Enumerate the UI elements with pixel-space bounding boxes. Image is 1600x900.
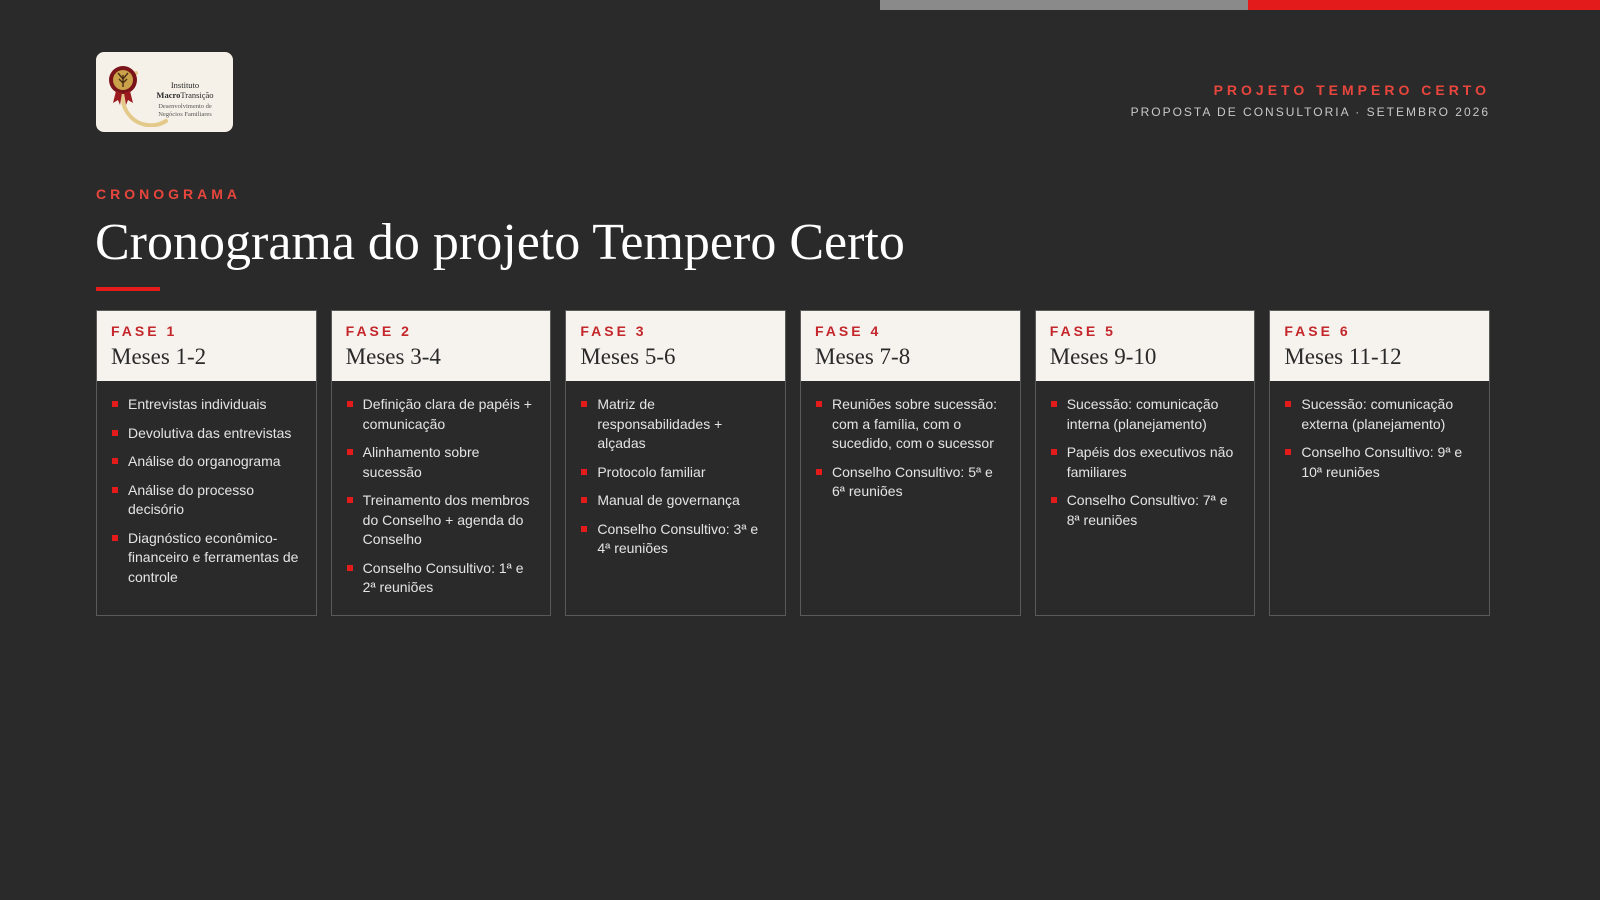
phase-months: Meses 1-2: [111, 344, 207, 369]
list-item-text: Sucessão: comunicação interna (planejamento): [1066, 396, 1219, 432]
list-item-text: Manual de governança: [597, 492, 740, 508]
phase-activity-list: [580, 395, 771, 559]
phase-header: [566, 311, 785, 381]
logo-text-line3: Desenvolvimento de: [157, 103, 212, 110]
list-item-text: Análise do processo decisório: [128, 481, 255, 517]
project-name: PROJETO TEMPERO CERTO: [1213, 82, 1490, 98]
phase-label: FASE 3: [580, 323, 647, 339]
list-item: [1284, 443, 1475, 482]
phase-timeline: [96, 310, 1490, 616]
list-item-text: Reuniões sobre sucessão: com a família, com o sucedido, com o sucessor: [832, 396, 998, 451]
list-item: [1050, 395, 1241, 434]
phase-card-3: [565, 310, 786, 616]
list-item: [111, 424, 302, 444]
list-item: [815, 463, 1006, 502]
list-item: [111, 452, 302, 472]
phase-card-2: [331, 310, 552, 616]
phase-header: [1036, 311, 1255, 381]
phase-header: [332, 311, 551, 381]
section-label: CRONOGRAMA: [96, 186, 241, 202]
list-item: [346, 443, 537, 482]
bullet-square-icon: [347, 449, 353, 455]
phase-activity-list: [1050, 395, 1241, 530]
bullet-square-icon: [816, 401, 822, 407]
list-item: [346, 395, 537, 434]
list-item: [111, 481, 302, 520]
bullet-square-icon: [112, 430, 118, 436]
list-item: [1284, 395, 1475, 434]
phase-body: [97, 381, 316, 596]
phase-header: [1270, 311, 1489, 381]
phase-card-6: [1269, 310, 1490, 616]
logo-text-line2a: Macro: [155, 90, 180, 100]
list-item-text: Análise do organograma: [128, 453, 281, 469]
phase-activity-list: [1284, 395, 1475, 482]
phase-card-1: [96, 310, 317, 616]
phase-header: [801, 311, 1020, 381]
bullet-square-icon: [1051, 497, 1057, 503]
institute-logo: [96, 52, 233, 132]
bullet-square-icon: [1285, 449, 1291, 455]
list-item-text: Devolutiva das entrevistas: [128, 424, 292, 441]
phase-body: [1270, 381, 1489, 491]
list-item: [580, 395, 771, 454]
bullet-square-icon: [112, 458, 118, 464]
phase-months: Meses 5-6: [580, 344, 676, 369]
list-item: [111, 529, 302, 588]
bullet-square-icon: [581, 401, 587, 407]
logo-text-line4: Negócios Familiares: [157, 111, 212, 118]
bullet-square-icon: [581, 497, 587, 503]
bullet-square-icon: [816, 469, 822, 475]
bullet-square-icon: [347, 565, 353, 571]
header-project-info: [1131, 82, 1490, 119]
phase-months: Meses 7-8: [815, 344, 911, 369]
page-title: Cronograma do projeto Tempero Certo: [95, 214, 905, 271]
list-item-text: Sucessão: comunicação externa (planejamento): [1301, 396, 1454, 432]
bullet-square-icon: [581, 526, 587, 532]
bullet-square-icon: [1051, 401, 1057, 407]
phase-label: FASE 5: [1049, 323, 1116, 339]
list-item: [580, 520, 771, 559]
phase-activity-list: [815, 395, 1006, 502]
list-item: [111, 395, 302, 415]
phase-activity-list: [346, 395, 537, 598]
ribbon-right: [124, 91, 133, 105]
list-item-text: Conselho Consultivo: 7ª e 8ª reuniões: [1066, 492, 1228, 528]
list-item-text: Conselho Consultivo: 3ª e 4ª reuniões: [597, 520, 759, 556]
phase-body: [801, 381, 1020, 511]
ribbon-left: [113, 91, 122, 105]
phase-activity-list: [111, 395, 302, 587]
top-accent-bar-gray: [880, 0, 1248, 10]
logo-graphic: [106, 57, 224, 127]
list-item-text: Treinamento dos membros do Conselho + agenda do Conselho: [362, 492, 530, 547]
phase-label: FASE 2: [345, 323, 412, 339]
phase-months: Meses 9-10: [1049, 344, 1157, 369]
logo-text-line1: Instituto: [170, 80, 199, 90]
bullet-square-icon: [1051, 449, 1057, 455]
phase-header: [97, 311, 316, 381]
logo-text-line2: [156, 90, 213, 100]
list-item-text: Papéis dos executivos não familiares: [1066, 444, 1234, 480]
list-item-text: Matriz de responsabilidades + alçadas: [597, 396, 723, 451]
list-item: [815, 395, 1006, 454]
phase-body: [1036, 381, 1255, 539]
bullet-square-icon: [112, 487, 118, 493]
bullet-square-icon: [112, 401, 118, 407]
list-item-text: Alinhamento sobre sucessão: [362, 444, 480, 480]
phase-months: Meses 11-12: [1284, 344, 1402, 369]
bullet-square-icon: [347, 497, 353, 503]
bullet-square-icon: [347, 401, 353, 407]
list-item: [1050, 491, 1241, 530]
list-item: [1050, 443, 1241, 482]
list-item: [346, 491, 537, 550]
logo-text-line2b: Transição: [179, 90, 214, 100]
phase-label: FASE 1: [111, 323, 178, 339]
phase-label: FASE 4: [815, 323, 882, 339]
top-accent-bar-red: [1248, 0, 1600, 10]
list-item-text: Conselho Consultivo: 1ª e 2ª reuniões: [362, 559, 524, 595]
list-item-text: Diagnóstico econômico-financeiro e ferramentas de controle: [128, 529, 299, 585]
phase-body: [566, 381, 785, 568]
phase-card-4: [800, 310, 1021, 616]
list-item-text: Definição clara de papéis + comunicação: [362, 396, 532, 432]
list-item: [580, 463, 771, 483]
list-item-text: Entrevistas individuais: [128, 396, 267, 412]
phase-label: FASE 6: [1284, 323, 1351, 339]
list-item: [580, 491, 771, 511]
list-item-text: Conselho Consultivo: 9ª e 10ª reuniões: [1301, 444, 1463, 480]
phase-card-5: [1035, 310, 1256, 616]
list-item-text: Protocolo familiar: [597, 463, 706, 480]
bullet-square-icon: [581, 469, 587, 475]
phase-body: [332, 381, 551, 607]
proposal-subtitle: PROPOSTA DE CONSULTORIA · SETEMBRO 2026: [1130, 105, 1490, 119]
title-underline: [96, 287, 160, 291]
list-item-text: Conselho Consultivo: 5ª e 6ª reuniões: [832, 463, 993, 499]
phase-months: Meses 3-4: [345, 344, 441, 369]
bullet-square-icon: [1285, 401, 1291, 407]
bullet-square-icon: [112, 535, 118, 541]
list-item: [346, 559, 537, 598]
